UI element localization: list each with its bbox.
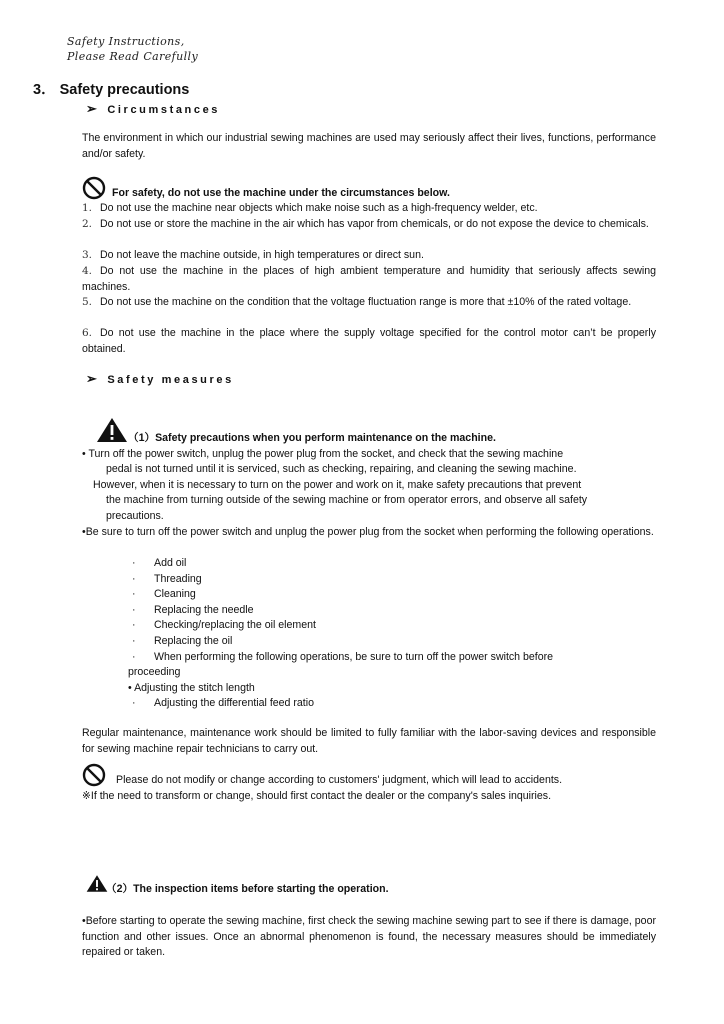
list-item: · Cleaning	[132, 588, 196, 600]
prohibit-icon	[82, 763, 106, 787]
list-item-number: 5.	[82, 296, 93, 308]
list-item	[82, 201, 656, 217]
prohibit-icon	[82, 176, 106, 200]
list-item: · Adjusting the differential feed ratio	[132, 697, 314, 709]
header-line-1: Safety Instructions,	[67, 35, 185, 48]
list-item: · Threading	[132, 573, 202, 585]
regular-maintenance-paragraph: Regular maintenance, maintenance work should be limited to fully familiar with the labor-saving devices and responsible for sewing machine repair technicians to carry out.	[82, 727, 656, 755]
warning-title-2: （2）The inspection items before starting the operation.	[106, 883, 389, 895]
list-item: · When performing the following operations, be sure to turn off the power switch before	[132, 651, 554, 663]
arrow-right-icon: ➢	[86, 101, 97, 116]
list-item	[82, 326, 656, 357]
paragraph-line: However, when it is necessary to turn on the power and work on it, make safety precautions that prevent	[93, 479, 582, 491]
list-item-text: Do not use the machine in the places of high ambient temperature and humidity that seriously affects sewing machines.	[82, 265, 656, 293]
paragraph-line: precautions.	[106, 510, 164, 522]
section-number: 3．	[33, 82, 56, 98]
list-item: • Adjusting the stitch length	[128, 682, 255, 694]
list-item: · Add oil	[132, 557, 187, 569]
warning-title-1: （1）Safety precautions when you perform maintenance on the machine.	[128, 432, 496, 444]
list-item	[82, 264, 656, 295]
prohibit-title: For safety, do not use the machine under the circumstances below.	[112, 187, 450, 199]
list-item-text: Do not use the machine in the place where the supply voltage specified for the control motor can’t be properly obtained.	[82, 327, 656, 355]
list-item-number: 1.	[82, 202, 93, 214]
list-item	[82, 217, 656, 233]
safety-measures-heading	[86, 370, 234, 388]
prohibit-statement: Please do not modify or change according to customers' judgment, which will lead to accidents.	[116, 774, 563, 786]
circumstances-heading	[86, 100, 220, 118]
list-item-text: Do not leave the machine outside, in high temperatures or direct sun.	[100, 249, 424, 261]
list-item-number: 4.	[82, 265, 93, 277]
note-line: ※If the need to transform or change, should first contact the dealer or the company's sales inquiries.	[82, 790, 552, 802]
list-item	[82, 248, 656, 264]
warning-icon	[86, 874, 108, 893]
list-item-number: 2.	[82, 218, 93, 230]
circumstances-intro: The environment in which our industrial sewing machines are used may seriously affect their lives, functions, performance and/or safety.	[82, 132, 656, 160]
list-item-number: 6.	[82, 327, 93, 339]
list-item-text: Do not use or store the machine in the air which has vapor from chemicals, or do not expose the device to chemicals.	[100, 218, 649, 230]
list-item-text: Do not use the machine near objects which make noise such as a high-frequency welder, etc.	[100, 202, 538, 214]
circumstances-heading-text: Circumstances	[107, 104, 221, 116]
paragraph-line: the machine from turning outside of the sewing machine or from operator errors, and observe all safety	[106, 494, 588, 506]
list-item: · Checking/replacing the oil element	[132, 619, 316, 631]
list-item-continuation: proceeding	[128, 666, 181, 678]
section-title-text: Safety precautions	[59, 82, 190, 98]
paragraph-line: • Turn off the power switch, unplug the power plug from the socket, and check that the sewing machine	[82, 448, 564, 460]
list-item: · Replacing the needle	[132, 604, 254, 616]
list-item-text: Do not use the machine on the condition that the voltage fluctuation range is more that ±10% of the rated voltage.	[100, 296, 632, 308]
section-title	[33, 78, 189, 99]
inspection-paragraph: •Before starting to operate the sewing machine, first check the sewing machine sewing part to see if there is damage, poor function and other issues. Once an abnormal phenomenon is found, the necessary measures should be immediately repaired or taken.	[82, 915, 656, 958]
header-line-2: Please Read Carefully	[67, 50, 199, 63]
paragraph-line: pedal is not turned until it is serviced, such as checking, repairing, and cleaning the sewing machine.	[106, 463, 577, 475]
list-item	[82, 295, 656, 311]
operations-intro: •Be sure to turn off the power switch and unplug the power plug from the socket when performing the following operations.	[82, 526, 654, 538]
list-item-number: 3.	[82, 249, 93, 261]
list-item: · Replacing the oil	[132, 635, 233, 647]
warning-icon	[96, 417, 128, 443]
arrow-right-icon: ➢	[86, 371, 97, 386]
safety-measures-heading-text: Safety measures	[107, 374, 234, 386]
